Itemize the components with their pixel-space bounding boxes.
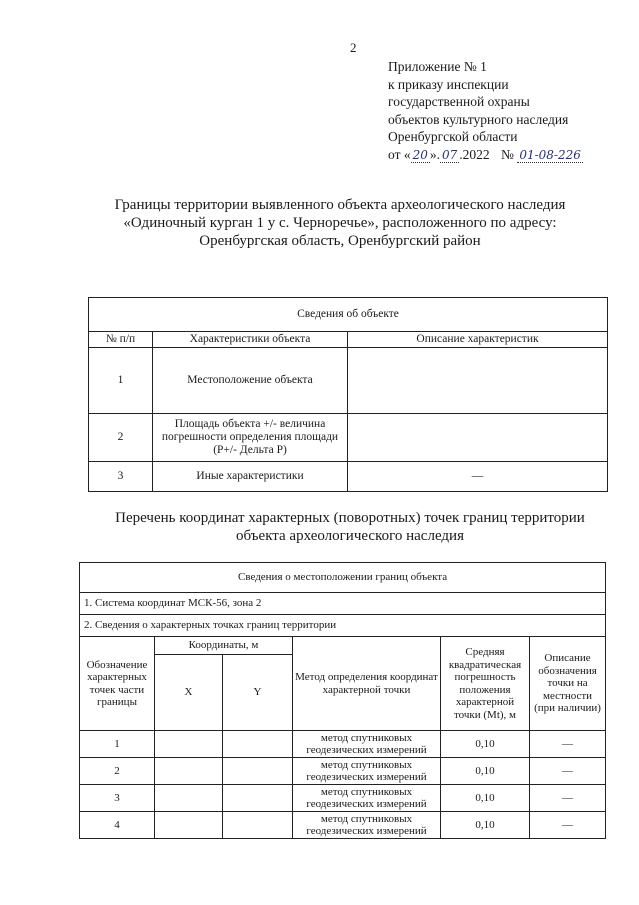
table-row [89, 348, 608, 414]
point-description: — [530, 812, 606, 839]
row-description [348, 414, 608, 462]
point-y [223, 812, 293, 839]
point-method: метод спутниковых геодезических измерений [293, 731, 441, 758]
header-method: Метод определения координат характерной точки [293, 637, 441, 731]
annex-line: Приложение № 1 [388, 59, 487, 74]
number-prefix: № [501, 146, 514, 162]
header-point: Обозначение характерных точек части границы [80, 637, 155, 731]
table-row [80, 731, 606, 758]
date-day-handwritten: 20 [412, 147, 428, 162]
list-title-line: объекта археологического наследия [236, 528, 464, 544]
header-num: № п/п [89, 332, 153, 348]
row-num: 1 [89, 348, 153, 414]
title-line: Границы территории выявленного объекта археологического наследия [114, 197, 566, 213]
table-row [80, 812, 606, 839]
date-prefix: от « [388, 146, 411, 162]
row-description [348, 348, 608, 414]
point-description: — [530, 785, 606, 812]
header-y: Y [223, 655, 293, 731]
row-characteristic: Местоположение объекта [153, 348, 348, 414]
boundary-coordinates-table [79, 562, 606, 839]
table-row [80, 785, 606, 812]
table-row [89, 414, 608, 462]
object-table-caption: Сведения об объекте [89, 298, 608, 332]
point-method: метод спутниковых геодезических измерений [293, 785, 441, 812]
title-line: «Одиночный курган 1 у с. Черноречье», расположенного по адресу: [123, 215, 557, 231]
row-description: — [348, 462, 608, 492]
header-coordinates: Координаты, м [155, 637, 293, 655]
annex-block [388, 58, 583, 164]
date-sep: ». [429, 146, 441, 162]
header-characteristic: Характеристики объекта [153, 332, 348, 348]
header-x: X [155, 655, 223, 731]
point-accuracy: 0,10 [441, 812, 530, 839]
point-description: — [530, 758, 606, 785]
header-description: Описание характеристик [348, 332, 608, 348]
object-info-table [88, 297, 608, 492]
row-characteristic: Площадь объекта +/- величина погрешности определения площади (P+/- Дельта P) [153, 414, 348, 462]
point-accuracy: 0,10 [441, 731, 530, 758]
coords-table-caption: Сведения о местоположении границ объекта [80, 563, 606, 593]
point-id: 2 [80, 758, 155, 785]
title-line: Оренбургская область, Оренбургский район [199, 233, 481, 249]
point-description: — [530, 731, 606, 758]
coordinates-list-title [100, 509, 600, 545]
page-number: 2 [350, 40, 357, 55]
annex-date-line [388, 146, 583, 165]
point-x [155, 812, 223, 839]
row-num: 2 [89, 414, 153, 462]
annex-line: государственной охраны [388, 94, 530, 109]
point-id: 1 [80, 731, 155, 758]
point-method: метод спутниковых геодезических измерений [293, 812, 441, 839]
annex-line: к приказу инспекции [388, 76, 509, 92]
annex-line: Оренбургской области [388, 129, 518, 144]
header-point-description: Описание обозначения точки на местности (при наличии) [530, 637, 606, 731]
points-info-row: 2. Сведения о характерных точках границ территории [80, 615, 606, 637]
coordinate-system-row: 1. Система координат МСК-56, зона 2 [80, 593, 606, 615]
date-month-handwritten: 07 [442, 147, 458, 162]
date-year: .2022 [459, 146, 490, 162]
point-x [155, 785, 223, 812]
table-row [80, 758, 606, 785]
row-characteristic: Иные характеристики [153, 462, 348, 492]
point-y [223, 731, 293, 758]
point-x [155, 758, 223, 785]
point-id: 4 [80, 812, 155, 839]
point-id: 3 [80, 785, 155, 812]
point-x [155, 731, 223, 758]
point-accuracy: 0,10 [441, 758, 530, 785]
header-accuracy: Средняя квадратическая погрешность положения характерной точки (Mt), м [441, 637, 530, 731]
point-y [223, 785, 293, 812]
point-method: метод спутниковых геодезических измерений [293, 758, 441, 785]
table-row [89, 462, 608, 492]
row-num: 3 [89, 462, 153, 492]
annex-line: объектов культурного наследия [388, 111, 569, 127]
document-title [100, 196, 580, 250]
point-accuracy: 0,10 [441, 785, 530, 812]
point-y [223, 758, 293, 785]
list-title-line: Перечень координат характерных (поворотных) точек границ территории [115, 510, 585, 526]
order-number-handwritten: 01-08-226 [519, 147, 581, 162]
